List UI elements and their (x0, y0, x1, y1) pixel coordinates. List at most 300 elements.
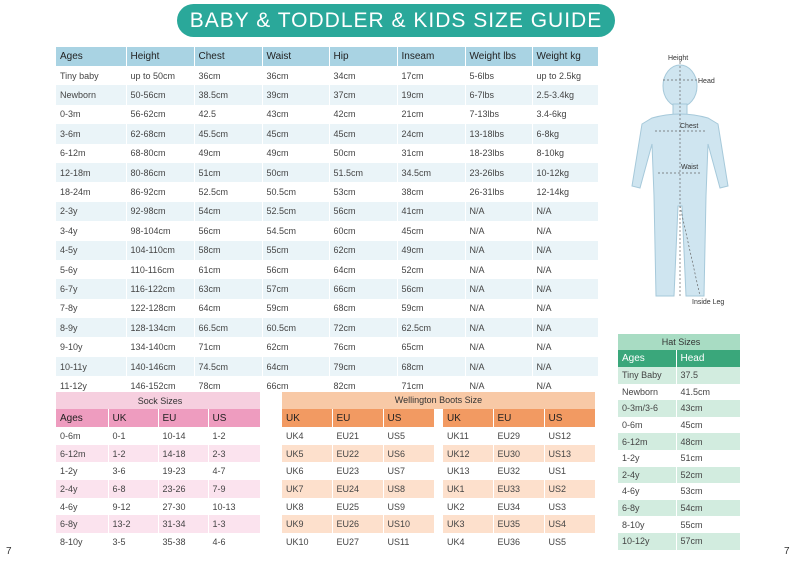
table-cell: 52.5cm (262, 202, 329, 221)
table-cell: 57cm (262, 279, 329, 298)
figure-label-waist: Waist (681, 164, 699, 171)
table-cell: Newborn (618, 384, 676, 401)
table-row (282, 427, 434, 445)
main-size-table (56, 47, 599, 396)
table-row (56, 299, 598, 318)
table-cell: 2-4y (618, 467, 676, 484)
table-cell: N/A (532, 337, 598, 356)
table-cell: 43cm (676, 400, 740, 417)
table-cell: 8-10y (618, 516, 676, 533)
table-cell: N/A (532, 260, 598, 279)
table-cell: 71cm (194, 337, 262, 356)
table-cell: 23-26lbs (465, 163, 532, 182)
table-cell: 52cm (397, 260, 465, 279)
table-cell: 68cm (329, 299, 397, 318)
table-cell: US8 (383, 480, 434, 498)
table-cell: 56cm (329, 202, 397, 221)
table-cell: 60cm (329, 221, 397, 240)
table-cell: 59cm (397, 299, 465, 318)
hat-table-caption: Hat Sizes (618, 334, 740, 350)
table-cell: N/A (465, 260, 532, 279)
table-row (282, 498, 434, 516)
table-cell: UK10 (282, 533, 332, 551)
column-header: Ages (56, 409, 108, 427)
table-cell: 7-13lbs (465, 105, 532, 124)
table-cell: 51.5cm (329, 163, 397, 182)
table-cell: N/A (532, 318, 598, 337)
table-header-row (618, 350, 740, 367)
column-header: EU (332, 409, 383, 427)
table-cell: 60.5cm (262, 318, 329, 337)
table-cell: N/A (465, 279, 532, 298)
table-cell: UK4 (443, 533, 493, 551)
table-cell: EU29 (493, 427, 544, 445)
table-cell: 79cm (329, 357, 397, 376)
table-cell: US9 (383, 498, 434, 516)
table-cell: 55cm (262, 241, 329, 260)
table-cell: 12-14kg (532, 182, 598, 201)
table-cell: 23-26 (158, 480, 208, 498)
table-cell: UK12 (443, 445, 493, 463)
table-cell: 6-7y (56, 279, 126, 298)
table-cell: 4-6 (208, 533, 260, 551)
table-cell: 13-18lbs (465, 124, 532, 143)
table-row (56, 357, 598, 376)
table-cell: 4-6y (618, 483, 676, 500)
table-cell: EU35 (493, 515, 544, 533)
table-cell: UK4 (282, 427, 332, 445)
table-cell: EU21 (332, 427, 383, 445)
table-cell: 78cm (194, 376, 262, 395)
table-row (618, 367, 740, 384)
table-row (443, 515, 595, 533)
table-row (443, 498, 595, 516)
table-cell: 48cm (676, 433, 740, 450)
column-header: Height (126, 47, 194, 66)
boots-size-table-left (282, 409, 435, 551)
table-cell: 0-3m (56, 105, 126, 124)
column-header: Head (676, 350, 740, 367)
table-cell: 38.5cm (194, 85, 262, 104)
table-row (56, 163, 598, 182)
table-cell: 8-10y (56, 533, 108, 551)
table-cell: 92-98cm (126, 202, 194, 221)
title-banner (177, 4, 615, 37)
table-cell: 34.5cm (397, 163, 465, 182)
page-number-left: 7 (6, 546, 12, 557)
table-cell: 14-18 (158, 445, 208, 463)
table-cell: 116-122cm (126, 279, 194, 298)
table-cell: 1-2y (618, 450, 676, 467)
table-cell: 12-18m (56, 163, 126, 182)
table-cell: 58cm (194, 241, 262, 260)
table-cell: 3-5 (108, 533, 158, 551)
table-cell: 17cm (397, 66, 465, 85)
table-row (443, 462, 595, 480)
table-cell: 1-2y (56, 462, 108, 480)
table-cell: 1-3 (208, 515, 260, 533)
table-cell: N/A (532, 279, 598, 298)
table-cell: 13-2 (108, 515, 158, 533)
column-header: Weight kg (532, 47, 598, 66)
table-cell: N/A (465, 357, 532, 376)
table-row (618, 417, 740, 434)
table-row (443, 533, 595, 551)
table-cell: US2 (544, 480, 595, 498)
table-cell: up to 2.5kg (532, 66, 598, 85)
table-cell: 6-7lbs (465, 85, 532, 104)
table-cell: 4-7 (208, 462, 260, 480)
table-cell: 51cm (194, 163, 262, 182)
column-header: US (544, 409, 595, 427)
table-cell: EU30 (493, 445, 544, 463)
table-cell: UK5 (282, 445, 332, 463)
table-row (56, 337, 598, 356)
table-cell: 45cm (262, 124, 329, 143)
table-row (56, 182, 598, 201)
table-row (56, 533, 260, 551)
table-cell: 24cm (397, 124, 465, 143)
table-cell: N/A (465, 318, 532, 337)
table-cell: N/A (465, 221, 532, 240)
table-cell: N/A (465, 376, 532, 395)
table-cell: 0-1 (108, 427, 158, 445)
table-cell: 8-9y (56, 318, 126, 337)
table-cell: 45cm (329, 124, 397, 143)
table-cell: 50cm (329, 144, 397, 163)
table-cell: 36cm (262, 66, 329, 85)
table-cell: Tiny Baby (618, 367, 676, 384)
table-row (56, 124, 598, 143)
table-cell: 3.4-6kg (532, 105, 598, 124)
table-cell: 42.5 (194, 105, 262, 124)
table-cell: 122-128cm (126, 299, 194, 318)
table-cell: US11 (383, 533, 434, 551)
table-row (443, 480, 595, 498)
table-row (56, 318, 598, 337)
table-row (618, 384, 740, 401)
table-cell: 64cm (194, 299, 262, 318)
table-cell: 41cm (397, 202, 465, 221)
sock-size-table (56, 392, 261, 551)
table-row (56, 144, 598, 163)
table-cell: 61cm (194, 260, 262, 279)
table-row (56, 445, 260, 463)
table-cell: N/A (532, 202, 598, 221)
table-cell: 62cm (262, 337, 329, 356)
table-cell: 10-11y (56, 357, 126, 376)
table-cell: 19cm (397, 85, 465, 104)
table-row (56, 427, 260, 445)
table-cell: 2-4y (56, 480, 108, 498)
table-row (282, 480, 434, 498)
table-cell: 98-104cm (126, 221, 194, 240)
table-cell: 146-152cm (126, 376, 194, 395)
table-cell: 54cm (194, 202, 262, 221)
table-cell: 2-3 (208, 445, 260, 463)
table-cell: 10-12kg (532, 163, 598, 182)
boots-table-caption: Wellington Boots Size (282, 392, 595, 409)
table-cell: N/A (465, 241, 532, 260)
table-row (56, 498, 260, 516)
table-cell: 63cm (194, 279, 262, 298)
sock-table-caption: Sock Sizes (56, 392, 260, 409)
table-cell: 80-86cm (126, 163, 194, 182)
boots-size-table-right (443, 409, 596, 551)
table-cell: 2.5-3.4kg (532, 85, 598, 104)
column-header: UK (282, 409, 332, 427)
table-row (56, 279, 598, 298)
table-cell: US5 (544, 533, 595, 551)
column-header: Weight lbs (465, 47, 532, 66)
column-header: EU (158, 409, 208, 427)
column-header: Ages (618, 350, 676, 367)
table-cell: 3-4y (56, 221, 126, 240)
body-measurement-figure (600, 46, 790, 312)
table-cell: 45.5cm (194, 124, 262, 143)
table-cell: 18-24m (56, 182, 126, 201)
table-header-row (443, 409, 595, 427)
table-row (282, 445, 434, 463)
table-row (56, 515, 260, 533)
table-cell: 72cm (329, 318, 397, 337)
table-cell: 43cm (262, 105, 329, 124)
table-cell: 42cm (329, 105, 397, 124)
table-cell: US5 (383, 427, 434, 445)
table-cell: 38cm (397, 182, 465, 201)
table-cell: US7 (383, 462, 434, 480)
table-cell: UK6 (282, 462, 332, 480)
table-cell: UK9 (282, 515, 332, 533)
table-cell: UK11 (443, 427, 493, 445)
table-cell: UK7 (282, 480, 332, 498)
table-row (618, 516, 740, 533)
table-cell: 64cm (262, 357, 329, 376)
table-cell: UK13 (443, 462, 493, 480)
table-cell: 7-8y (56, 299, 126, 318)
table-cell: 62.5cm (397, 318, 465, 337)
table-cell: 49cm (397, 241, 465, 260)
table-cell: 59cm (262, 299, 329, 318)
table-cell: EU23 (332, 462, 383, 480)
table-cell: US4 (544, 515, 595, 533)
table-cell: 56cm (397, 279, 465, 298)
table-cell: 128-134cm (126, 318, 194, 337)
table-cell: 140-146cm (126, 357, 194, 376)
table-cell: 6-8y (56, 515, 108, 533)
table-cell: 6-12m (56, 445, 108, 463)
table-row (443, 445, 595, 463)
table-cell: 65cm (397, 337, 465, 356)
table-row (56, 105, 598, 124)
table-cell: EU26 (332, 515, 383, 533)
table-cell: N/A (532, 299, 598, 318)
table-cell: 6-8kg (532, 124, 598, 143)
table-cell: 50-56cm (126, 85, 194, 104)
table-cell: 2-3y (56, 202, 126, 221)
table-cell: 50.5cm (262, 182, 329, 201)
table-cell: N/A (532, 241, 598, 260)
table-cell: 36cm (194, 66, 262, 85)
table-cell: 6-12m (618, 433, 676, 450)
table-cell: 37.5 (676, 367, 740, 384)
table-cell: 3-6 (108, 462, 158, 480)
table-cell: 45cm (397, 221, 465, 240)
table-cell: 31-34 (158, 515, 208, 533)
column-header: Waist (262, 47, 329, 66)
table-cell: 4-6y (56, 498, 108, 516)
table-cell: 55cm (676, 516, 740, 533)
table-cell: 19-23 (158, 462, 208, 480)
table-cell: EU34 (493, 498, 544, 516)
table-cell: 134-140cm (126, 337, 194, 356)
figure-label-chest: Chest (680, 123, 699, 130)
table-cell: 0-6m (618, 417, 676, 434)
table-cell: US6 (383, 445, 434, 463)
table-cell: 34cm (329, 66, 397, 85)
table-row (618, 500, 740, 517)
table-cell: up to 50cm (126, 66, 194, 85)
table-cell: 39cm (262, 85, 329, 104)
table-row (618, 433, 740, 450)
table-cell: 7-9 (208, 480, 260, 498)
table-row (56, 202, 598, 221)
table-cell: 5-6y (56, 260, 126, 279)
table-cell: 0-6m (56, 427, 108, 445)
table-cell: 4-5y (56, 241, 126, 260)
table-cell: 76cm (329, 337, 397, 356)
column-header: Chest (194, 47, 262, 66)
table-cell: 51cm (676, 450, 740, 467)
table-cell: 82cm (329, 376, 397, 395)
table-cell: 54.5cm (262, 221, 329, 240)
table-cell: 62-68cm (126, 124, 194, 143)
table-cell: 104-110cm (126, 241, 194, 260)
table-cell: 66cm (329, 279, 397, 298)
table-cell: 27-30 (158, 498, 208, 516)
table-header-row (56, 409, 260, 427)
table-cell: N/A (465, 337, 532, 356)
table-cell: N/A (465, 299, 532, 318)
table-cell: 49cm (194, 144, 262, 163)
table-cell: 56cm (194, 221, 262, 240)
column-header: US (208, 409, 260, 427)
table-cell: EU33 (493, 480, 544, 498)
table-cell: 0-3m/3-6 (618, 400, 676, 417)
table-cell: 1-2 (208, 427, 260, 445)
table-header-row (56, 47, 598, 66)
page-number-right: 7 (784, 546, 790, 557)
table-cell: 10-13 (208, 498, 260, 516)
table-cell: US12 (544, 427, 595, 445)
table-cell: 26-31lbs (465, 182, 532, 201)
table-cell: 74.5cm (194, 357, 262, 376)
table-row (282, 515, 434, 533)
table-cell: 54cm (676, 500, 740, 517)
column-header: EU (493, 409, 544, 427)
table-cell: EU24 (332, 480, 383, 498)
table-cell: US1 (544, 462, 595, 480)
table-cell: 21cm (397, 105, 465, 124)
table-cell: N/A (465, 202, 532, 221)
table-cell: 6-12m (56, 144, 126, 163)
table-cell: 11-12y (56, 376, 126, 395)
table-cell: EU22 (332, 445, 383, 463)
table-cell: 10-14 (158, 427, 208, 445)
table-cell: 68-80cm (126, 144, 194, 163)
column-header: Ages (56, 47, 126, 66)
table-row (282, 462, 434, 480)
table-row (56, 260, 598, 279)
table-row (618, 450, 740, 467)
table-cell: 53cm (676, 483, 740, 500)
table-cell: 1-2 (108, 445, 158, 463)
table-cell: 35-38 (158, 533, 208, 551)
table-cell: 66cm (262, 376, 329, 395)
table-cell: 68cm (397, 357, 465, 376)
table-cell: 53cm (329, 182, 397, 201)
table-cell: UK3 (443, 515, 493, 533)
table-header-row (282, 409, 434, 427)
table-cell: N/A (532, 376, 598, 395)
table-cell: N/A (532, 221, 598, 240)
table-row (618, 533, 740, 550)
table-cell: US13 (544, 445, 595, 463)
table-cell: UK2 (443, 498, 493, 516)
column-header: UK (108, 409, 158, 427)
table-cell: 5-6lbs (465, 66, 532, 85)
table-cell: EU27 (332, 533, 383, 551)
table-cell: 62cm (329, 241, 397, 260)
table-cell: N/A (532, 357, 598, 376)
table-cell: 57cm (676, 533, 740, 550)
table-cell: 52.5cm (194, 182, 262, 201)
table-cell: EU36 (493, 533, 544, 551)
table-row (443, 427, 595, 445)
table-cell: 6-8y (618, 500, 676, 517)
table-cell: Newborn (56, 85, 126, 104)
table-cell: EU25 (332, 498, 383, 516)
table-cell: 10-12y (618, 533, 676, 550)
table-row (56, 241, 598, 260)
figure-label-inside-leg: Inside Leg (692, 299, 725, 306)
table-row (282, 533, 434, 551)
table-row (618, 467, 740, 484)
table-cell: 31cm (397, 144, 465, 163)
table-row (56, 66, 598, 85)
table-cell: 49cm (262, 144, 329, 163)
table-cell: 9-12 (108, 498, 158, 516)
column-header: US (383, 409, 434, 427)
table-cell: US3 (544, 498, 595, 516)
table-cell: Tiny baby (56, 66, 126, 85)
table-cell: 18-23lbs (465, 144, 532, 163)
table-row (56, 221, 598, 240)
table-cell: 66.5cm (194, 318, 262, 337)
table-cell: 8-10kg (532, 144, 598, 163)
table-cell: UK8 (282, 498, 332, 516)
table-cell: 3-6m (56, 124, 126, 143)
table-row (618, 483, 740, 500)
table-cell: 45cm (676, 417, 740, 434)
table-cell: 37cm (329, 85, 397, 104)
table-cell: 41.5cm (676, 384, 740, 401)
table-row (618, 400, 740, 417)
column-header: Inseam (397, 47, 465, 66)
table-row (56, 480, 260, 498)
table-cell: US10 (383, 515, 434, 533)
table-cell: EU32 (493, 462, 544, 480)
